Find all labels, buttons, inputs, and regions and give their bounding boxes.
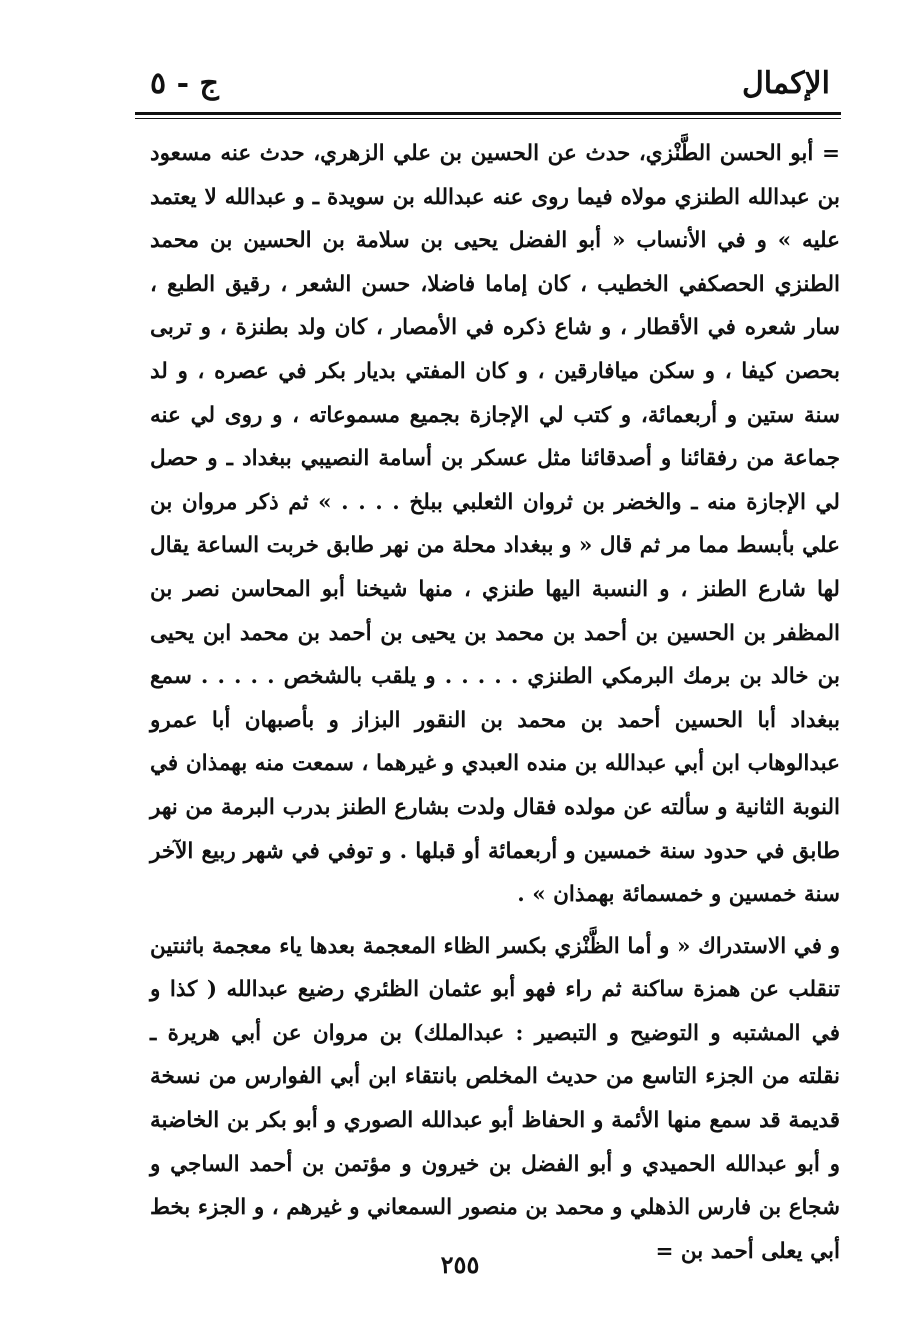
body-text <box>150 132 840 1273</box>
page-header <box>150 62 830 106</box>
paragraph-spacer <box>150 917 840 925</box>
volume-number: ج - ٥ <box>150 66 219 101</box>
running-title: الإكمال <box>741 66 830 101</box>
header-rule-thin <box>135 118 841 119</box>
page-number: ٢٥٥ <box>440 1250 480 1279</box>
paragraph-1: = أبو الحسن الطَّنْزي، حدث عن الحسين بن علي الزهري، حدث عنه مسعود بن عبدالله الطنزي مولاه فيما روى عنه عبدالله بن سويدة ـ و عبدالله لا يعتمد عليه » و في الأنساب « أبو الفضل يحيى بن سلامة بن الحسين بن محمد الطنزي الحصكفي الخطيب ، كان إماما فاضلا، حسن الشعر ، رقيق الطبع ، سار شعره في الأقطار ، و شاع ذكره في الأمصار ، كان ولد بطنزة ، و تربى بحصن كيفا ، و سكن ميافارقين ، و كان المفتي بديار بكر في عصره ، و لد سنة ستين و أربعمائة، و كتب لي الإجازة بجميع مسموعاته ، و روى لي عنه جماعة من رفقائنا و أصدقائنا مثل عسكر بن أسامة النصيبي ببغداد ـ و حصل لي الإجازة منه ـ والخضر بن ثروان الثعلبي ببلخ . . . . » ثم ذكر مروان بن علي بأبسط مما مر ثم قال « و ببغداد محلة من نهر طابق خربت الساعة يقال لها شارع الطنز ، و النسبة اليها طنزي ، منها شيخنا أبو المحاسن نصر بن المظفر بن الحسين بن أحمد بن محمد بن يحيى بن أحمد بن محمد ابن يحيى بن خالد بن برمك البرمكي الطنزي . . . . . و يلقب بالشخص . . . . . سمع ببغداد أبا الحسين أحمد بن محمد بن النقور البزاز و بأصبهان أبا عمرو عبدالوهاب ابن أبي عبدالله بن منده العبدي و غيرهما ، سمعت منه بهمذان في النوبة الثانية و سألته عن مولده فقال ولدت بشارع الطنز بدرب البرمة من نهر طابق في حدود سنة خمسين و أربعمائة أو قبلها . و توفي في شهر ربيع الآخر سنة خمسين و خمسمائة بهمذان » . <box>150 141 840 908</box>
header-rule-thick <box>135 112 841 115</box>
paragraph-2: و في الاستدراك « و أما الظَّنْزي بكسر الظاء المعجمة بعدها ياء معجمة باثنتين تنقلب عن همزة ساكنة ثم راء فهو أبو عثمان الظئري رضيع عبدالله ( كذا و في المشتبه و التوضيح و التبصير : عبدالملك) بن مروان عن أبي هريرة ـ نقلته من الجزء التاسع من حديث المخلص بانتقاء ابن أبي الفوارس من نسخة قديمة قد سمع منها الأئمة و الحفاظ أبو عبدالله الصوري و أبو بكر بن الخاضبة و أبو عبدالله الحميدي و أبو الفضل بن خيرون و مؤتمن بن أحمد الساجي و شجاع بن فارس الذهلي و محمد بن منصور السمعاني و غيرهم ، و الجزء بخط أبي يعلى أحمد بن = <box>150 933 840 1264</box>
